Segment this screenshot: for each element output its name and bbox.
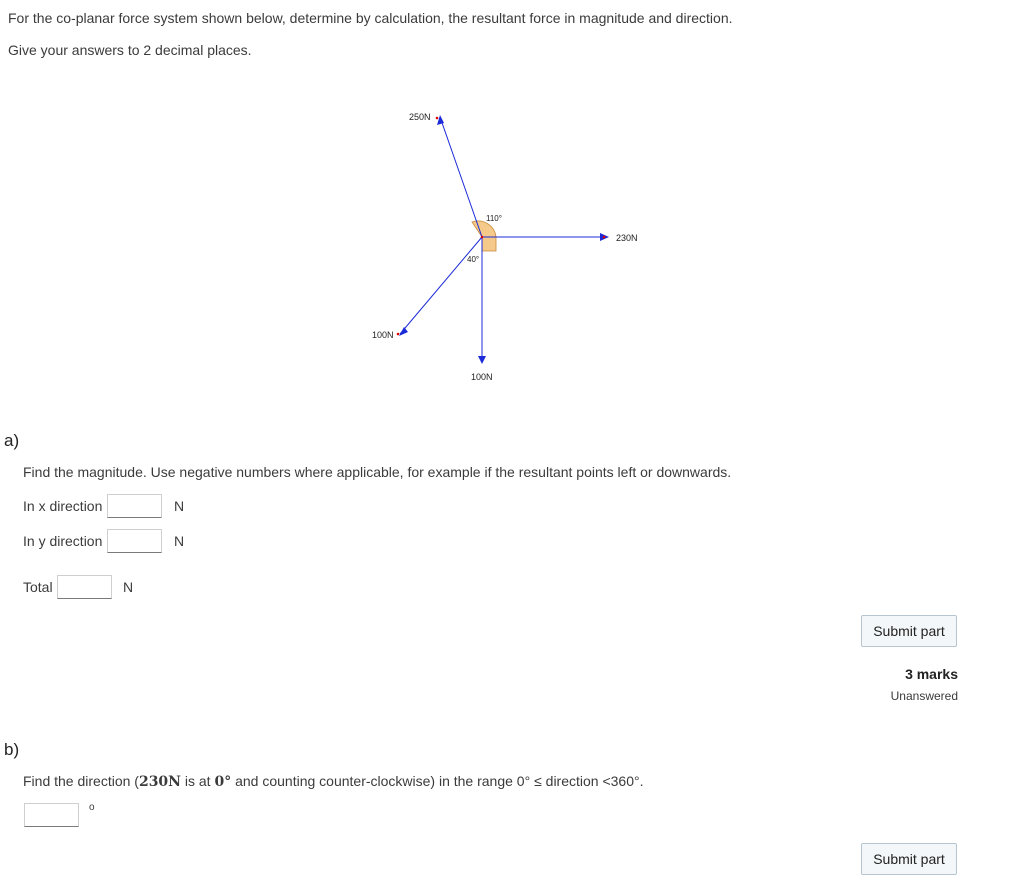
label-angle-40: 40° <box>467 255 480 264</box>
total-label: Total <box>23 579 53 595</box>
label-250n: 250N <box>409 112 431 122</box>
label-100n-down: 100N <box>471 372 493 382</box>
y-direction-input[interactable] <box>107 529 162 553</box>
x-direction-input[interactable] <box>107 494 162 518</box>
tip-dot-250n <box>436 117 439 120</box>
force-diagram <box>0 0 1012 420</box>
part-b-prompt-math: 230N <box>138 774 181 790</box>
part-a-label: a) <box>4 431 20 450</box>
y-direction-label: In y direction <box>23 533 103 549</box>
question-instruction: Give your answers to 2 decimal places. <box>8 42 252 58</box>
submit-part-b-button[interactable]: Submit part <box>861 843 957 875</box>
part-b-prompt-pre: Find the direction ( <box>23 773 139 789</box>
arrowhead-100n-left <box>399 327 408 336</box>
x-direction-unit: N <box>174 498 185 514</box>
angle-arc <box>472 221 496 251</box>
force-line-100n-left <box>400 237 482 334</box>
direction-input[interactable] <box>24 803 79 827</box>
question-intro: For the co-planar force system shown below, determine by calculation, the resultant force in magnitude and direction. <box>8 10 733 26</box>
tip-dot-230n <box>603 236 606 239</box>
total-unit: N <box>123 579 134 595</box>
part-b-prompt <box>23 773 644 790</box>
part-a-marks: 3 marks <box>905 666 958 682</box>
x-direction-label: In x direction <box>23 498 103 514</box>
arrowhead-250n <box>437 115 444 125</box>
part-a-prompt: Find the magnitude. Use negative numbers where applicable, for example if the resultant points left or downwards. <box>23 464 732 480</box>
submit-part-a-button[interactable]: Submit part <box>861 615 957 647</box>
degree-unit: o <box>89 802 95 813</box>
part-a-status: Unanswered <box>890 689 958 703</box>
part-b-prompt-post: and counting counter-clockwise) in the range 0° ≤ direction <360°. <box>231 773 644 789</box>
y-direction-unit: N <box>174 533 185 549</box>
total-input[interactable] <box>57 575 112 599</box>
label-230n: 230N <box>616 233 638 243</box>
force-line-250n <box>440 117 482 237</box>
center-dot <box>481 236 484 239</box>
part-b-prompt-mid: is at <box>180 773 215 789</box>
part-b-label: b) <box>4 740 20 759</box>
arrowhead-100n-down <box>478 356 486 364</box>
label-angle-110: 110° <box>486 214 502 223</box>
tip-dot-100n-left <box>397 333 400 336</box>
part-b-prompt-zero: 0° <box>214 774 232 790</box>
label-100n-left: 100N <box>372 330 394 340</box>
